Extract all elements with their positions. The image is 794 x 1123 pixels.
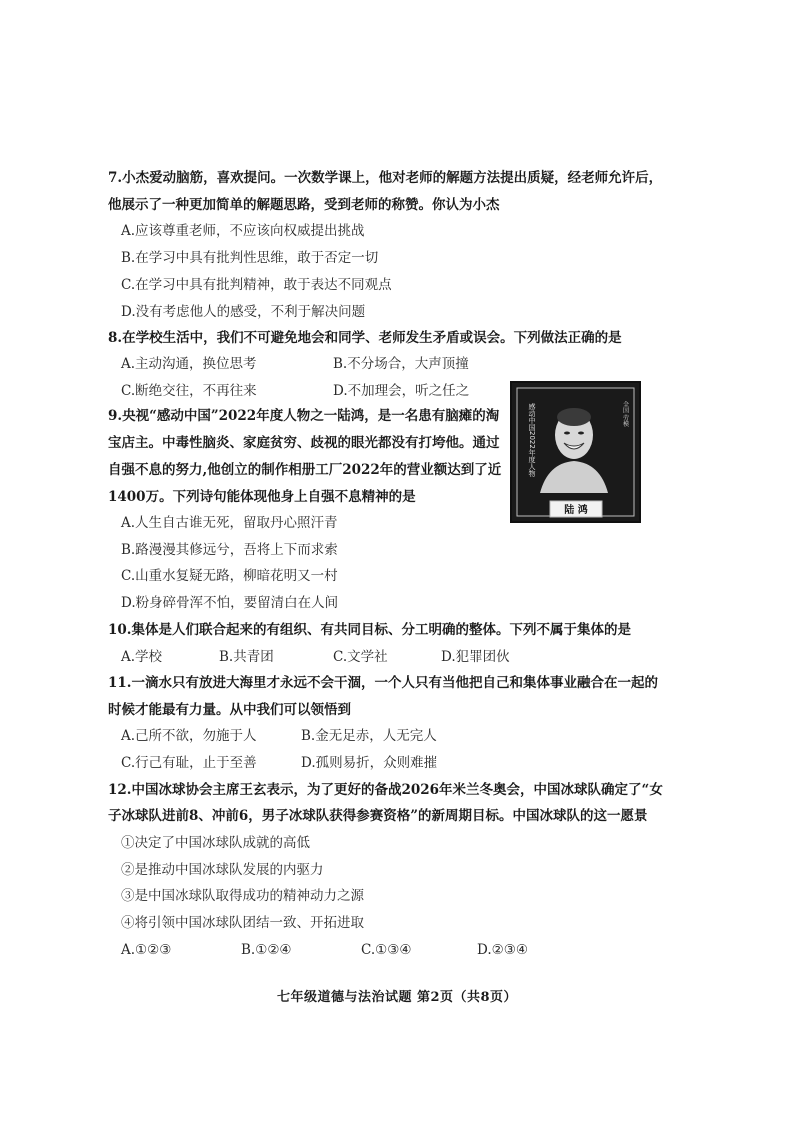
q8-option-b: B.不分场合，大声顶撞 (333, 356, 469, 372)
q9-stem-line4: 1400万。下列诗句能体现他身上自强不息精神的是 (108, 489, 416, 505)
q9-stem-line3: 自强不息的努力,他创立的制作相册工厂2022年的营业额达到了近 (108, 462, 502, 478)
q12-option-d: D.②③④ (477, 942, 528, 958)
q12-option-a: A.①②③ (121, 942, 172, 958)
q9-option-a: A.人生自古谁无死，留取丹心照汗青 (121, 515, 338, 531)
q12-statement-3: ③是中国冰球队取得成功的精神动力之源 (121, 888, 364, 904)
photo-side-text: 全国 劳模 (621, 401, 629, 427)
q10-option-d: D.犯罪团伙 (441, 649, 510, 665)
q12-stem-line2: 子冰球队进前8、冲前6，男子冰球队获得参赛资格”的新周期目标。中国冰球队的这一愿景 (108, 808, 648, 824)
q9-stem-line2: 宝店主。中毒性脑炎、家庭贫穷、歧视的眼光都没有打垮他。通过 (108, 435, 500, 451)
photo-caption: 陆 鸿 (564, 505, 588, 516)
q12-stem-line1: 12.中国冰球协会主席王玄表示，为了更好的备战2026年米兰冬奥会，中国冰球队确定了“女 (108, 782, 663, 798)
q11-option-b: B.金无足赤，人无完人 (301, 728, 437, 744)
q9-option-b: B.路漫漫其修远兮，吾将上下而求索 (121, 542, 338, 558)
q12-statement-1: ①决定了中国冰球队成就的高低 (121, 835, 310, 851)
q9-option-c: C.山重水复疑无路，柳暗花明又一村 (121, 568, 338, 584)
q7-option-c: C.在学习中具有批判精神，敢于表达不同观点 (121, 277, 392, 293)
portrait-image (512, 383, 639, 521)
q12-option-b: B.①②④ (241, 942, 292, 958)
q11-option-d: D.孤则易折，众则难摧 (301, 755, 438, 771)
q11-stem-line2: 时候才能最有力量。从中我们可以领悟到 (108, 702, 351, 718)
q11-option-a: A.己所不欲，勿施于人 (121, 728, 257, 744)
luhong-photo (510, 381, 641, 523)
q9-option-d: D.粉身碎骨浑不怕，要留清白在人间 (121, 595, 339, 611)
page-footer: 七年级道德与法治试题 第2页（共8页） (276, 990, 518, 1005)
q10-option-a: A.学校 (121, 649, 163, 665)
q8-option-a: A.主动沟通，换位思考 (121, 356, 257, 372)
q8-stem: 8.在学校生活中，我们不可避免地会和同学、老师发生矛盾或误会。下列做法正确的是 (108, 330, 622, 346)
q7-option-d: D.没有考虑他人的感受，不利于解决问题 (121, 304, 366, 320)
q9-stem-line1: 9.央视“感动中国”2022年度人物之一陆鸿，是一名患有脑瘫的淘 (108, 408, 500, 424)
q12-statement-2: ②是推动中国冰球队发展的内驱力 (121, 862, 324, 878)
q8-option-d: D.不加理会，听之任之 (333, 383, 470, 399)
q7-option-b: B.在学习中具有批判性思维，敢于否定一切 (121, 250, 379, 266)
q7-stem-line1: 7.小杰爱动脑筋，喜欢提问。一次数学课上，他对老师的解题方法提出质疑，经老师允许后， (108, 170, 663, 186)
q12-statement-4: ④将引领中国冰球队团结一致、开拓进取 (121, 915, 364, 931)
q7-stem-line2: 他展示了一种更加简单的解题思路，受到老师的称赞。你认为小杰 (108, 197, 500, 213)
q8-option-c: C.断绝交往，不再往来 (121, 383, 257, 399)
q11-stem-line1: 11.一滴水只有放进大海里才永远不会干涸，一个人只有当他把自己和集体事业融合在一起的 (108, 675, 658, 691)
q10-stem: 10.集体是人们联合起来的有组织、有共同目标、分工明确的整体。下列不属于集体的是 (108, 622, 631, 638)
q11-option-c: C.行己有耻，止于至善 (121, 755, 257, 771)
q10-option-b: B.共青团 (219, 649, 274, 665)
q12-option-c: C.①③④ (361, 942, 412, 958)
q10-option-c: C.文学社 (333, 649, 388, 665)
q7-option-a: A.应该尊重老师，不应该向权威提出挑战 (121, 223, 365, 239)
photo-vertical-title: 感动中国2022年度人物 (528, 403, 536, 477)
